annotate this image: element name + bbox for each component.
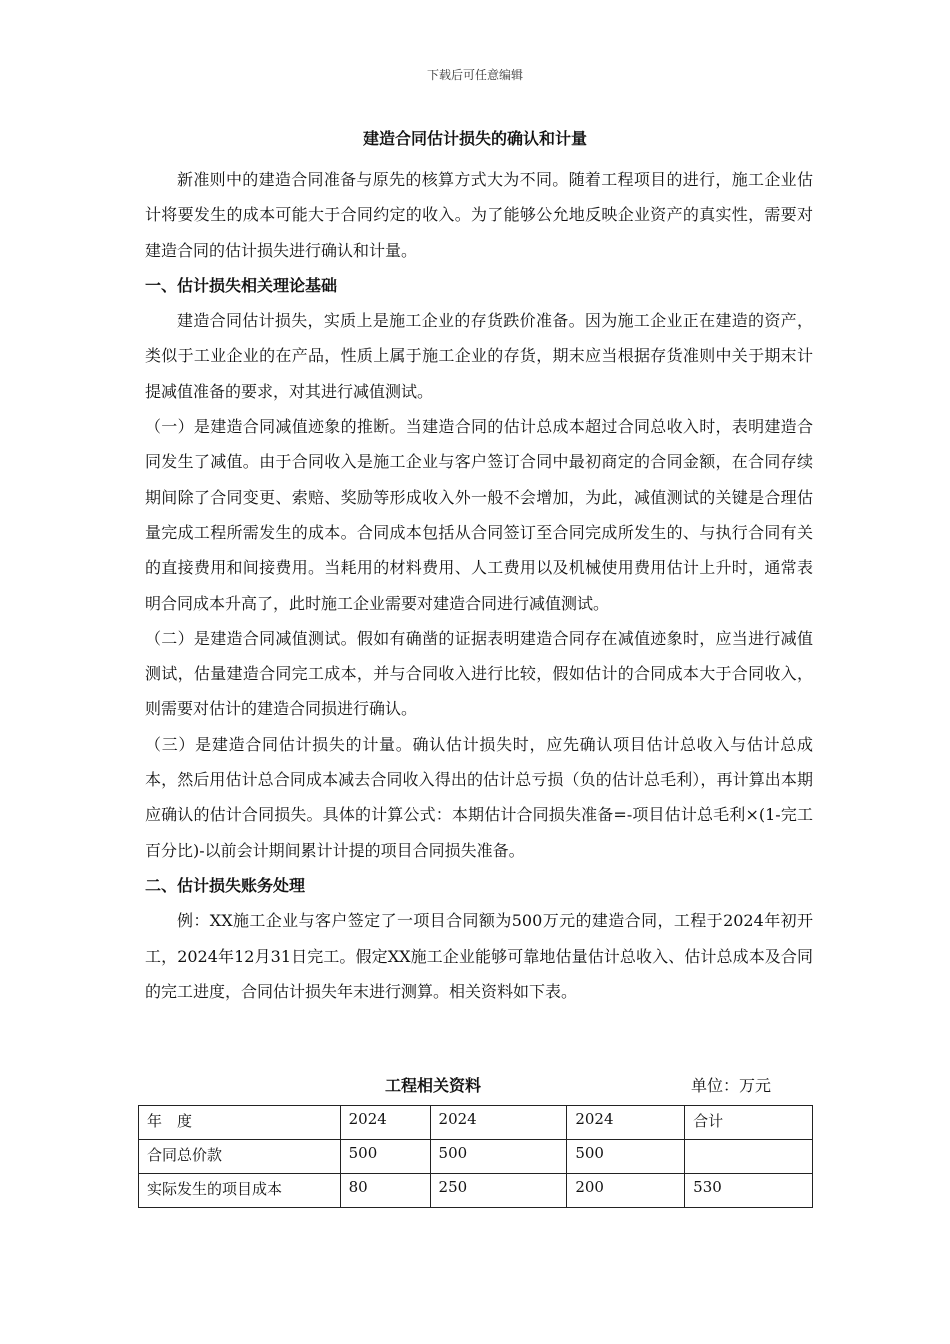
section1-paragraph: 建造合同估计损失，实质上是施工企业的存货跌价准备。因为施工企业正在建造的资产，类似于工业企业的在产品，性质上属于施工企业的存货，期末应当根据存货准则中关于期末计提减值准备的要求，对其进行减值测试。: [145, 311, 813, 401]
section-heading-2: 二、估计损失账务处理: [145, 875, 306, 895]
table-cell: 500: [340, 1140, 430, 1174]
table-cell: 500: [567, 1140, 685, 1174]
intro-paragraph: 新准则中的建造合同准备与原先的核算方式大为不同。随着工程项目的进行，施工企业估计将要发生的成本可能大于合同约定的收入。为了能够公允地反映企业资产的真实性，需要对建造合同的估计损失进行确认和计量。: [145, 170, 813, 260]
table-cell: 250: [430, 1174, 567, 1208]
table-caption: 工程相关资料: [385, 1076, 482, 1095]
item-1-paragraph: （一）是建造合同减值迹象的推断。当建造合同的估计总成本超过合同总收入时，表明建造合同发生了减值。由于合同收入是施工企业与客户签订合同中最初商定的合同金额，在合同存续期间除了合同变更、索赔、奖励等形成收入外一般不会增加，为此，减值测试的关键是合理估量完成工程所需发生的成本。合同成本包括从合同签订至合同完成所发生的、与执行合同有关的直接费用和间接费用。当耗用的材料费用、人工费用以及机械使用费用估计上升时，通常表明合同成本升高了，此时施工企业需要对建造合同进行减值测试。: [145, 417, 813, 613]
document-body: [145, 162, 813, 1009]
project-data-table: [138, 1105, 813, 1208]
table-cell: 合计: [685, 1106, 813, 1140]
table-cell: 年 度: [139, 1106, 341, 1140]
table-cell: 合同总价款: [139, 1140, 341, 1174]
table-cell: 实际发生的项目成本: [139, 1174, 341, 1208]
section-heading-1: 一、估计损失相关理论基础: [145, 275, 338, 295]
table-cell: 200: [567, 1174, 685, 1208]
table-cell: 2024: [340, 1106, 430, 1140]
table-cell: 80: [340, 1174, 430, 1208]
page-title: 建造合同估计损失的确认和计量: [362, 129, 587, 148]
table-row: [139, 1140, 813, 1174]
example-paragraph: 例：XX施工企业与客户签定了一项目合同额为500万元的建造合同，工程于2024年初开工，2024年12月31日完工。假定XX施工企业能够可靠地估量估计总收入、估计总成本及合同的完工进度，合同估计损失年末进行测算。相关资料如下表。: [145, 911, 813, 1001]
table-unit: 单位：万元: [691, 1076, 772, 1095]
header-note: 下载后可任意编辑: [426, 68, 523, 82]
table-cell: 530: [685, 1174, 813, 1208]
item-3-paragraph: （三）是建造合同估计损失的计量。确认估计损失时，应先确认项目估计总收入与估计总成本，然后用估计总合同成本减去合同收入得出的估计总亏损（负的估计总毛利），再计算出本期应确认的估计合同损失。具体的计算公式：本期估计合同损失准备=-项目估计总毛利×(1-完工百分比)-以前会计期间累计计提的项目合同损失准备。: [145, 734, 813, 860]
table-cell: 2024: [567, 1106, 685, 1140]
table-cell: 2024: [430, 1106, 567, 1140]
table-row: [139, 1174, 813, 1208]
item-2-paragraph: （二）是建造合同减值测试。假如有确凿的证据表明建造合同存在减值迹象时，应当进行减值测试，估量建造合同完工成本，并与合同收入进行比较，假如估计的合同成本大于合同收入，则需要对估计的建造合同损进行确认。: [145, 628, 813, 719]
table-cell: [685, 1140, 813, 1174]
table-cell: 500: [430, 1140, 567, 1174]
table-row: [139, 1106, 813, 1140]
